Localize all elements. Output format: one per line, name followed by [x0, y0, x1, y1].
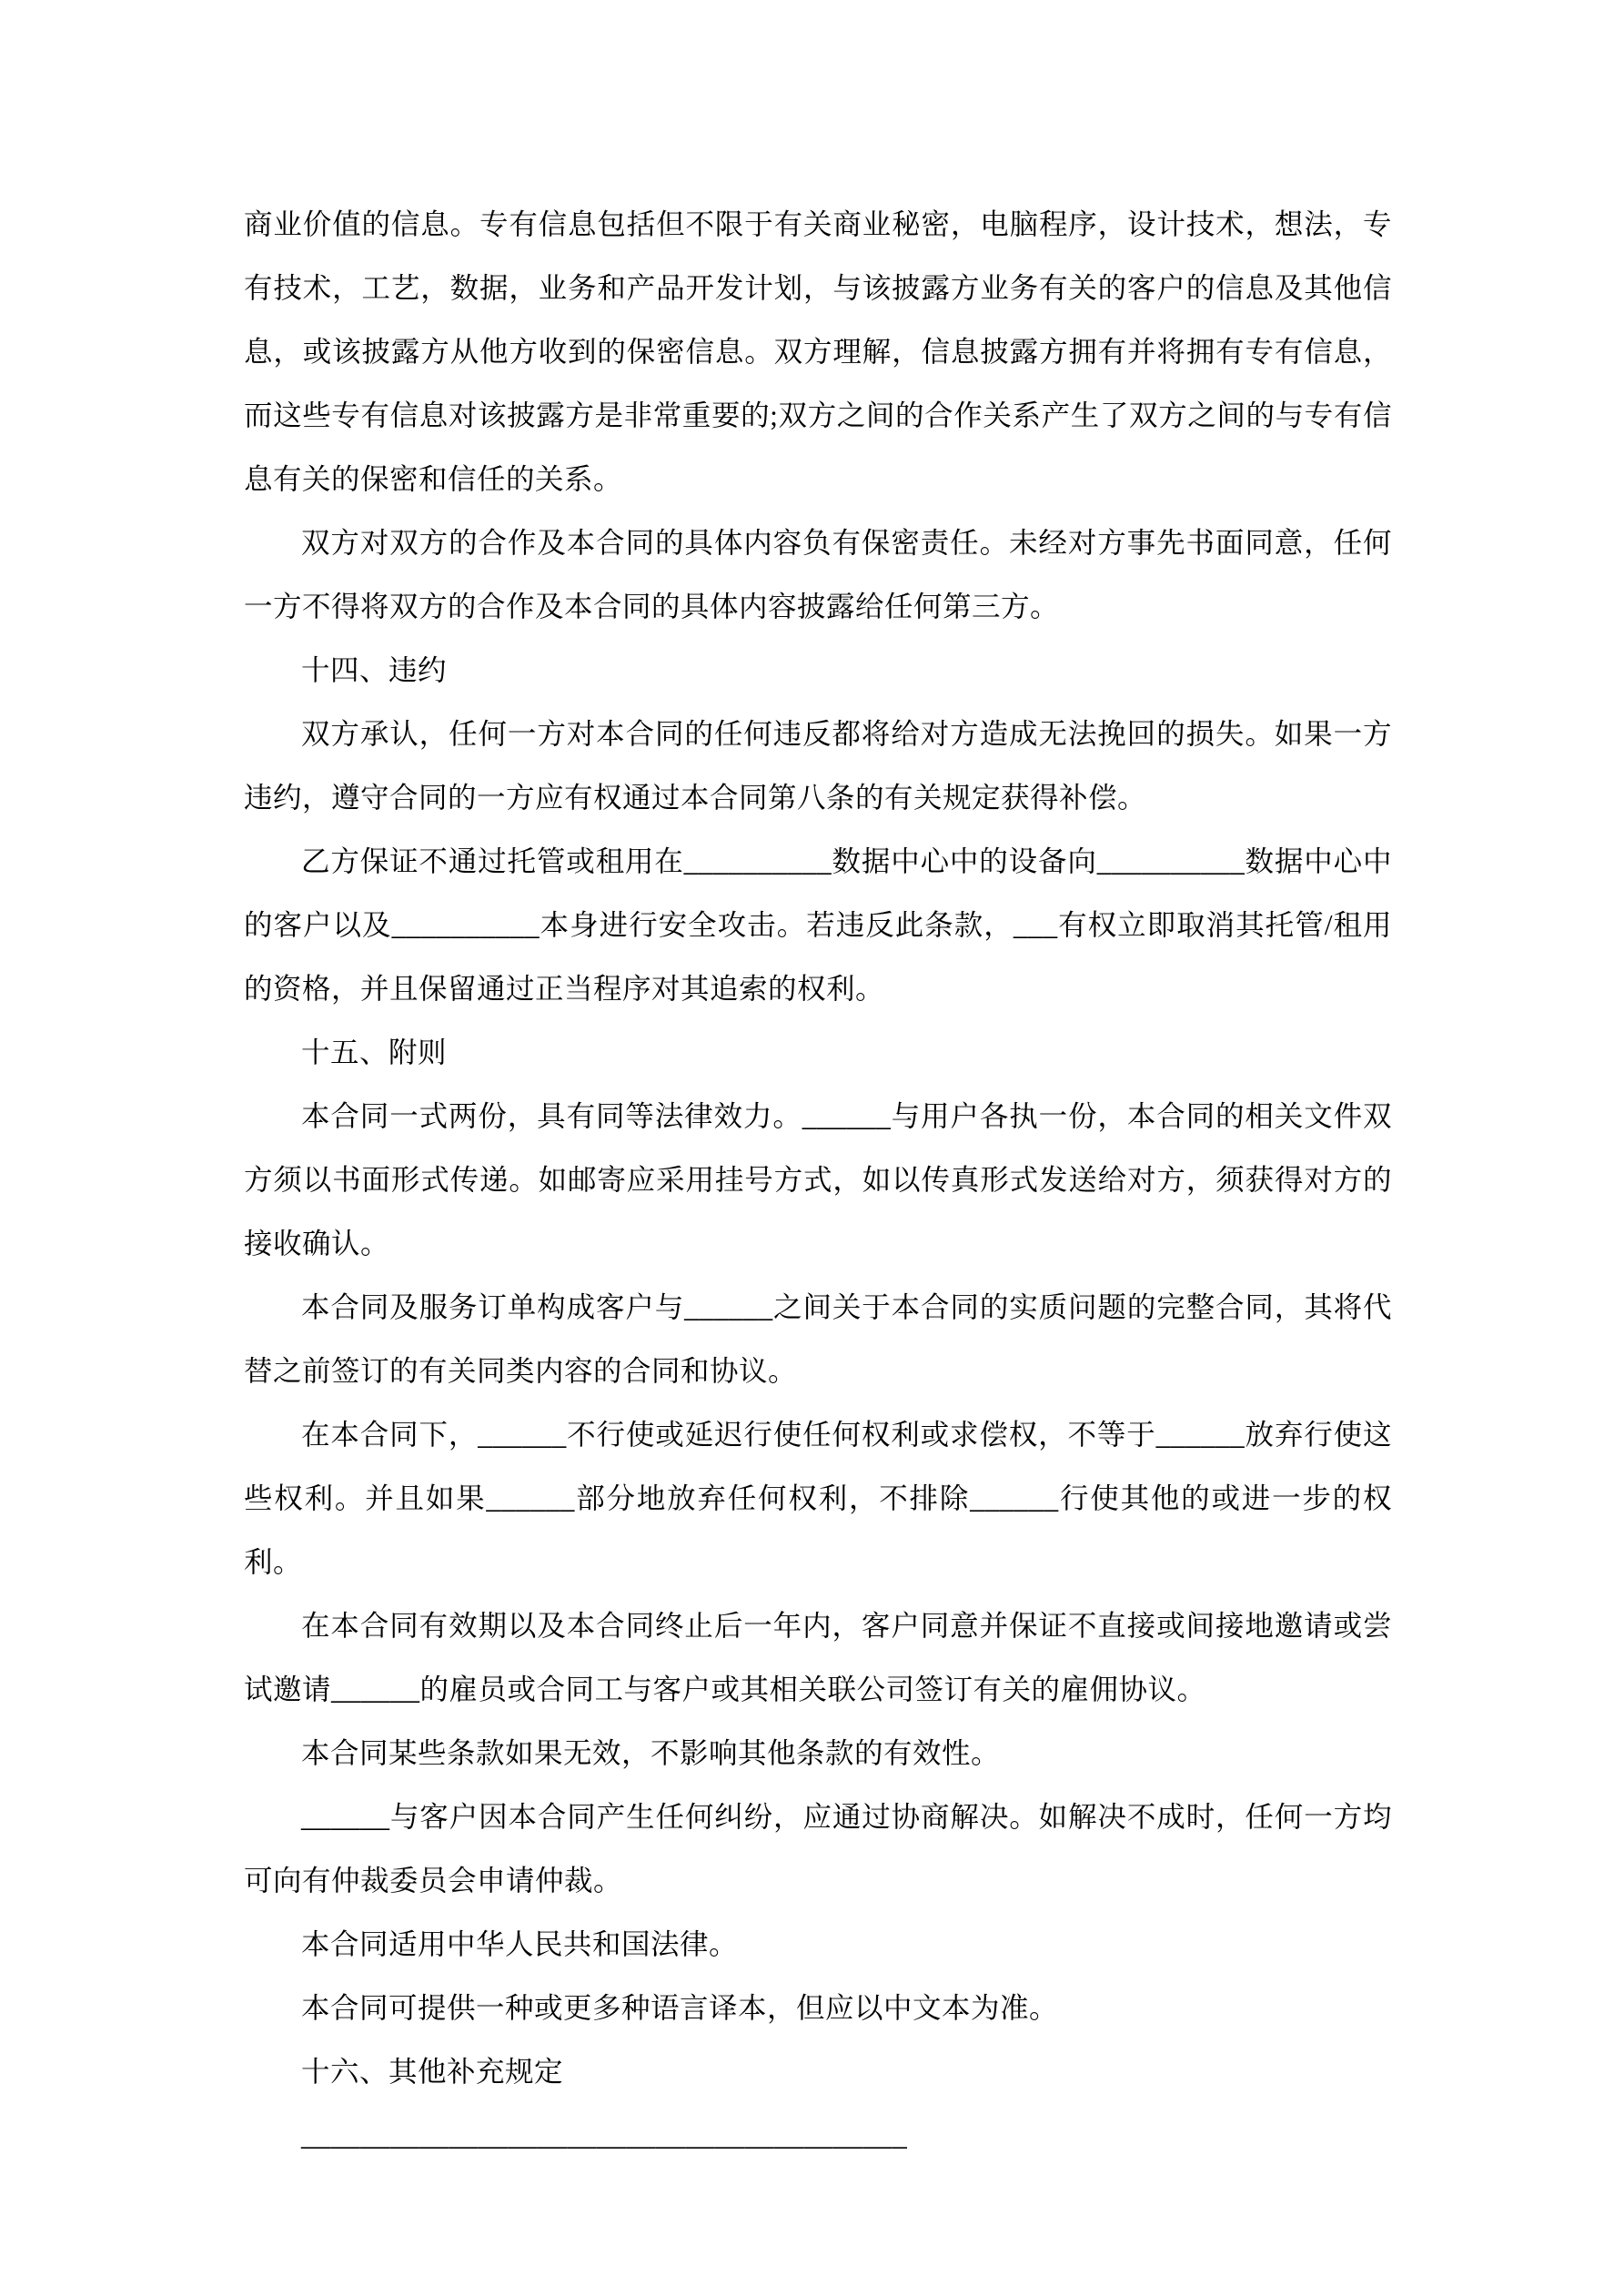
fill-in-blank-underline: _________________________________________: [301, 2119, 908, 2151]
paragraph-language-version: 本合同可提供一种或更多种语言译本，但应以中文本为准。: [301, 1992, 1059, 2024]
paragraph-non-solicitation: 在本合同有效期以及本合同终止后一年内，客户同意并保证不直接或间接地邀请或尝试邀请______的雇员或合同工与客户或其相关联公司签订有关的雇佣协议。: [244, 1610, 1392, 1705]
paragraph-security-attack-clause: 乙方保证不通过托管或租用在__________数据中心中的设备向__________数据中心中的客户以及__________本身进行安全攻击。若违反此条款，___有权立即取消其托管/租用的资格，并且保留通过正当程序对其追索的权利。: [244, 845, 1392, 1005]
document-body: [244, 193, 1392, 2168]
paragraph-governing-law: 本合同适用中华人民共和国法律。: [301, 1928, 739, 1960]
paragraph-continuation-confidentiality: 商业价值的信息。专有信息包括但不限于有关商业秘密，电脑程序，设计技术，想法，专有技术，工艺，数据，业务和产品开发计划，与该披露方业务有关的客户的信息及其他信息，或该披露方从他方收到的保密信息。双方理解，信息披露方拥有并将拥有专有信息，而这些专有信息对该披露方是非常重要的;双方之间的合作关系产生了双方之间的与专有信息有关的保密和信任的关系。: [244, 208, 1392, 495]
paragraph-severability: 本合同某些条款如果无效，不影响其他条款的有效性。: [301, 1737, 1001, 1769]
paragraph-confidentiality-duty: 双方对双方的合作及本合同的具体内容负有保密责任。未经对方事先书面同意，任何一方不得将双方的合作及本合同的具体内容披露给任何第三方。: [244, 527, 1392, 622]
paragraph-duplicate-copies: 本合同一式两份，具有同等法律效力。______与用户各执一份，本合同的相关文件双方须以书面形式传递。如邮寄应采用挂号方式，如以传真形式发送给对方，须获得对方的接收确认。: [244, 1100, 1392, 1259]
heading-section-16-other-provisions: 十六、其他补充规定: [301, 2056, 564, 2088]
paragraph-waiver-of-rights: 在本合同下，______不行使或延迟行使任何权利或求偿权，不等于______放弃行使这些权利。并且如果______部分地放弃任何权利，不排除______行使其他的或进一步的权利。: [244, 1419, 1392, 1578]
paragraph-dispute-resolution: ______与客户因本合同产生任何纠纷，应通过协商解决。如解决不成时，任何一方均可向有仲裁委员会申请仲裁。: [244, 1801, 1392, 1896]
heading-section-15-supplementary: 十五、附则: [301, 1037, 448, 1068]
heading-section-14-breach: 十四、违约: [301, 654, 448, 686]
paragraph-breach-compensation: 双方承认，任何一方对本合同的任何违反都将给对方造成无法挽回的损失。如果一方违约，遵守合同的一方应有权通过本合同第八条的有关规定获得补偿。: [244, 718, 1392, 814]
paragraph-entire-agreement: 本合同及服务订单构成客户与______之间关于本合同的实质问题的完整合同，其将代替之前签订的有关同类内容的合同和协议。: [244, 1291, 1392, 1387]
